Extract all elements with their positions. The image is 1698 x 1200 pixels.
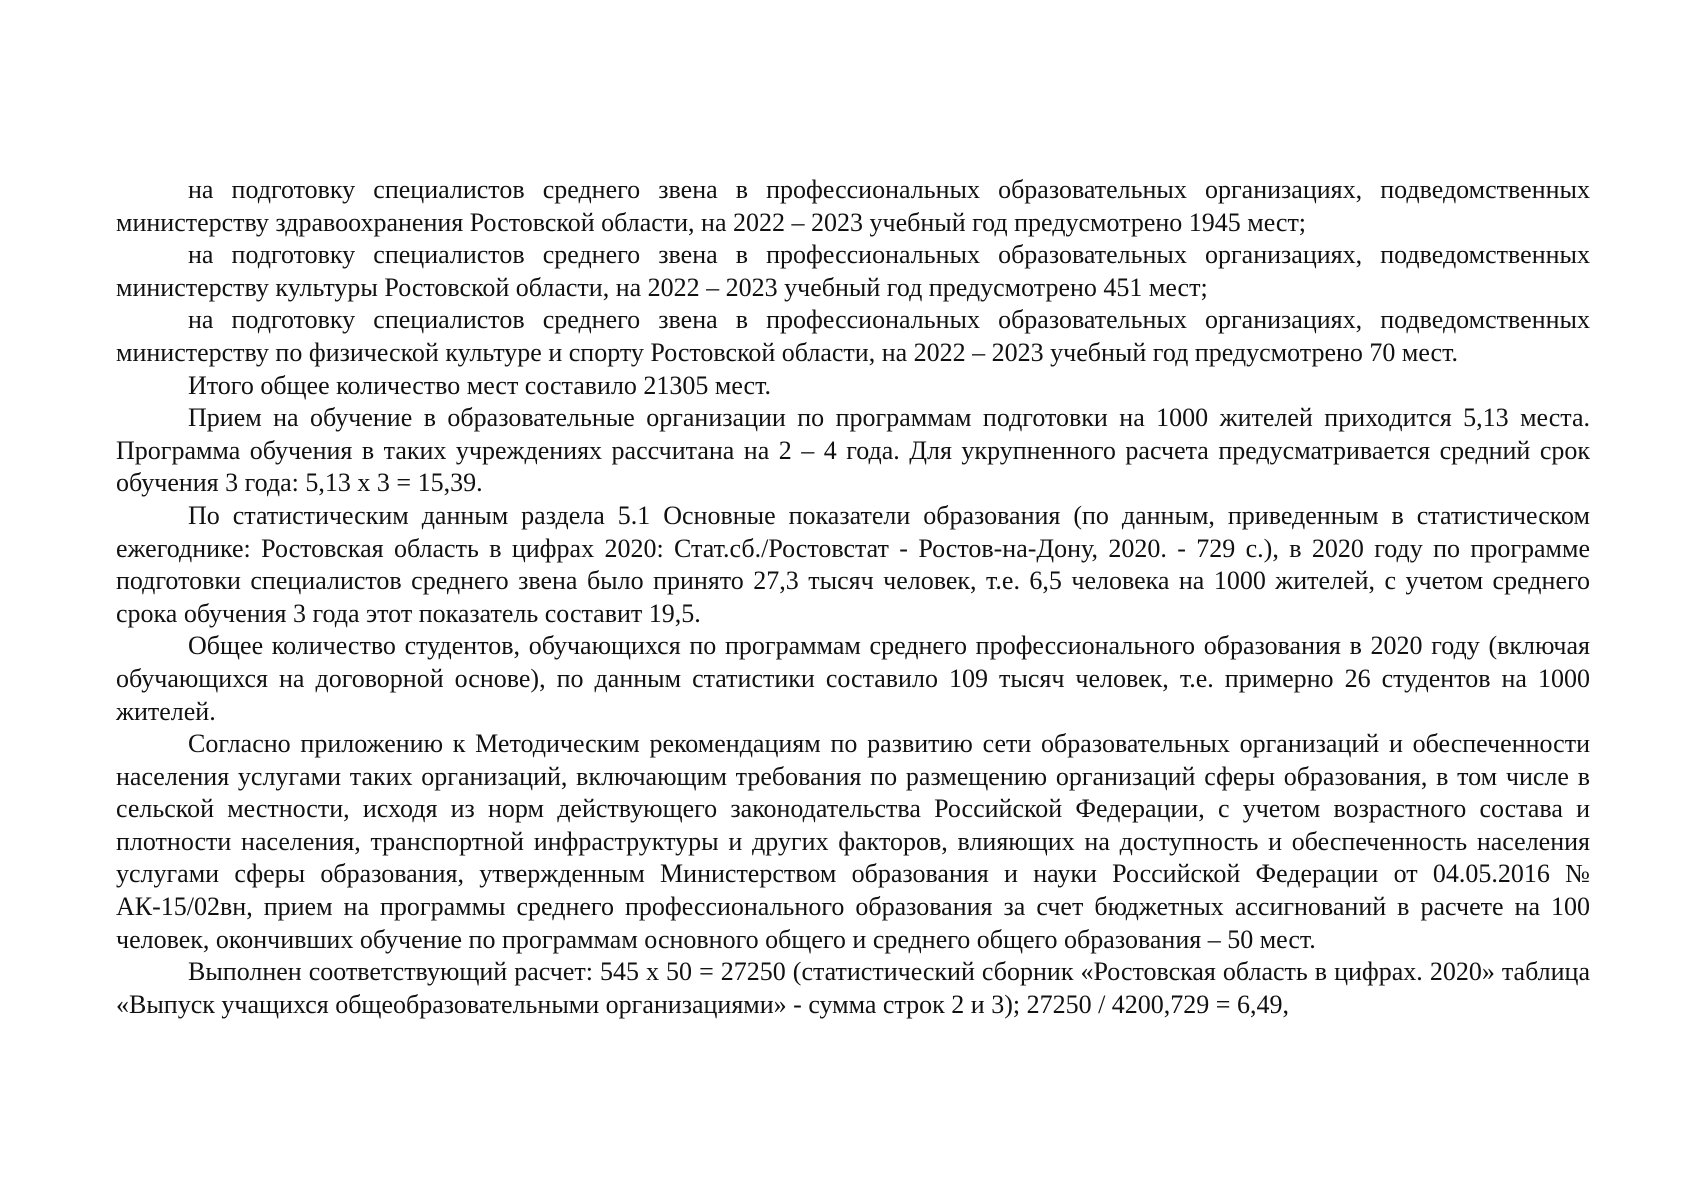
- paragraph-total-places: Итого общее количество мест составило 21305 мест.: [188, 370, 772, 400]
- paragraph-calculation: Выполнен соответствующий расчет: 545 х 50 = 27250 (статистический сборник «Ростовская область в цифрах. 2020» таблица «Выпуск учащихся общеобразовательными организациями» - сумма строк 2 и 3); 27250 / 4200,729 = 6,49,: [116, 957, 1590, 1019]
- document-page: [116, 174, 1590, 1021]
- paragraph-methodical-recommendations: Согласно приложению к Методическим рекомендациям по развитию сети образовательных организаций и обеспеченности населения услугами таких организаций, включающим требования по размещению организаций сферы образования, в том числе в сельской местности, исходя из норм действующего законодательства Российской Федерации, с учетом возрастного состава и плотности населения, транспортной инфраструктуры и других факторов, влияющих на доступность и обеспеченность населения услугами сферы образования, утвержденным Министерством образования и науки Российской Федерации от 04.05.2016 № АК-15/02вн, прием на программы среднего профессионального образования за счет бюджетных ассигнований в расчете на 100 человек, окончивших обучение по программам основного общего и среднего общего образования – 50 мест.: [116, 729, 1590, 954]
- paragraph-admission-rate: Прием на обучение в образовательные организации по программам подготовки на 1000 жителей приходится 5,13 места. Программа обучения в таких учреждениях рассчитана на 2 – 4 года. Для укрупненного расчета предусматривается средний срок обучения 3 года: 5,13 х 3 = 15,39.: [116, 403, 1590, 498]
- paragraph-health-ministry: на подготовку специалистов среднего звена в профессиональных образовательных организациях, подведомственных министерству здравоохранения Ростовской области, на 2022 – 2023 учебный год предусмотрено 1945 мест;: [116, 175, 1590, 237]
- paragraph-students-count: Общее количество студентов, обучающихся по программам среднего профессионального образования в 2020 году (включая обучающихся на договорной основе), по данным статистики составило 109 тысяч человек, т.е. примерно 26 студентов на 1000 жителей.: [116, 631, 1590, 726]
- paragraph-sport-ministry: на подготовку специалистов среднего звена в профессиональных образовательных организациях, подведомственных министерству по физической культуре и спорту Ростовской области, на 2022 – 2023 учебный год предусмотрено 70 мест.: [116, 305, 1590, 367]
- paragraph-statistics: По статистическим данным раздела 5.1 Основные показатели образования (по данным, приведенным в статистическом ежегоднике: Ростовская область в цифрах 2020: Стат.сб./Ростовстат - Ростов-на-Дону, 2020. - 729 с.), в 2020 году по программе подготовки специалистов среднего звена было принято 27,3 тысяч человек, т.е. 6,5 человека на 1000 жителей, с учетом среднего срока обучения 3 года этот показатель составит 19,5.: [116, 500, 1590, 628]
- paragraph-culture-ministry: на подготовку специалистов среднего звена в профессиональных образовательных организациях, подведомственных министерству культуры Ростовской области, на 2022 – 2023 учебный год предусмотрено 451 мест;: [116, 240, 1590, 302]
